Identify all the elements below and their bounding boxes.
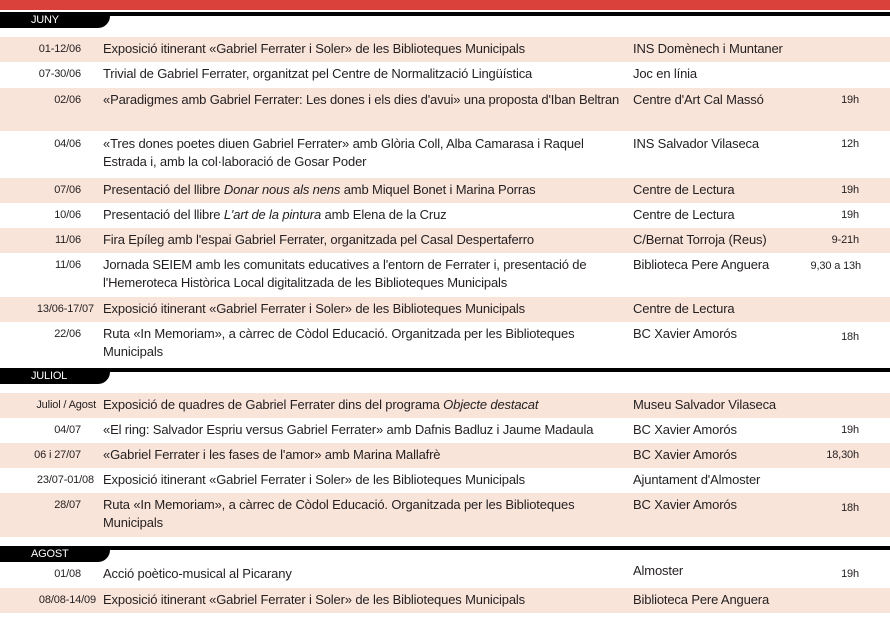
section-tab-juliol: JULIOL [0, 368, 110, 384]
event-place: Centre d'Art Cal Massó [633, 92, 764, 107]
section-tab-juny: JUNY [0, 12, 110, 28]
event-description: Exposició itinerant «Gabriel Ferrater i Soler» de les Biblioteques Municipals [103, 592, 525, 607]
table-row [0, 203, 890, 228]
section-divider [0, 368, 890, 372]
event-time: 18,30h [826, 449, 859, 461]
event-time: 18h [841, 502, 859, 514]
event-description: Ruta «In Memoriam», a càrrec de Còdol Educació. Organitzada per les Biblioteques Municipals [103, 497, 575, 530]
event-description: «Tres dones poetes diuen Gabriel Ferrater» amb Glòria Coll, Alba Camarasa i Raquel Estrada i, amb la col·laboració de Gosar Poder [103, 136, 584, 169]
table-row [0, 588, 890, 613]
table-row [0, 393, 890, 418]
event-date: 08/08-14/09 [38, 594, 96, 606]
event-place: BC Xavier Amorós [633, 447, 737, 462]
book-title: L'art de la pintura [223, 207, 322, 222]
event-date: 07-30/06 [38, 68, 81, 80]
table-row [0, 493, 890, 537]
event-time: 19h [841, 424, 859, 436]
event-description: Ruta «In Memoriam», a càrrec de Còdol Educació. Organitzada per les Biblioteques Municipals [103, 326, 575, 359]
event-place: BC Xavier Amorós [633, 326, 737, 341]
section-tab-agost: AGOST [0, 546, 110, 562]
table-row [0, 132, 890, 177]
event-description: «El ring: Salvador Espriu versus Gabriel Ferrater» amb Dafnis Badluz i Jaume Madaula [103, 422, 594, 437]
desc-text: Presentació del llibre [103, 207, 224, 222]
table-row [0, 468, 890, 493]
event-time: 19h [841, 568, 859, 580]
event-date: 23/07-01/08 [36, 474, 94, 486]
desc-text: Exposició de quadres de Gabriel Ferrater dins del programa [103, 397, 444, 412]
event-description: Exposició itinerant «Gabriel Ferrater i Soler» de les Biblioteques Municipals [103, 41, 525, 56]
section-divider [0, 12, 890, 16]
event-description: Trivial de Gabriel Ferrater, organitzat pel Centre de Normalització Lingüística [103, 66, 533, 81]
event-date: 11/06 [55, 234, 81, 246]
event-description: Exposició itinerant «Gabriel Ferrater i Soler» de les Biblioteques Municipals [103, 472, 525, 487]
event-place: INS Salvador Vilaseca [633, 136, 759, 151]
event-place: Centre de Lectura [633, 182, 735, 197]
desc-text: amb Elena de la Cruz [321, 207, 447, 222]
event-description: Fira Epíleg amb l'espai Gabriel Ferrater, organitzada pel Casal Despertaferro [103, 232, 534, 247]
event-date: 13/06-17/07 [36, 303, 94, 315]
event-description: Jornada SEIEM amb les comunitats educatives a l'entorn de Ferrater i, presentació de l'Hemeroteca Històrica Local digitalitzada de les Biblioteques Municipals [103, 257, 587, 290]
event-place: Almoster [633, 563, 684, 578]
event-place: BC Xavier Amorós [633, 422, 737, 437]
event-date: 22/06 [54, 328, 81, 340]
program-title: Objecte destacat [443, 397, 539, 412]
event-description: Exposició itinerant «Gabriel Ferrater i Soler» de les Biblioteques Municipals [103, 301, 525, 316]
event-date: 07/06 [54, 184, 81, 196]
desc-text: amb Miquel Bonet i Marina Porras [340, 182, 536, 197]
table-row [0, 253, 890, 297]
event-time: 19h [841, 184, 859, 196]
event-place: Ajuntament d'Almoster [633, 472, 761, 487]
event-place: Centre de Lectura [633, 207, 735, 222]
table-row [0, 88, 890, 131]
event-description [103, 181, 621, 199]
table-row [0, 62, 890, 87]
event-description: «Gabriel Ferrater i les fases de l'amor» amb Marina Mallafrè [103, 447, 441, 462]
event-place: BC Xavier Amorós [633, 497, 737, 512]
event-time: 19h [841, 94, 859, 106]
table-row [0, 322, 890, 367]
table-row [0, 443, 890, 468]
event-date: 02/06 [54, 94, 81, 106]
book-title: Donar nous als nens [223, 182, 341, 197]
event-date: 01/08 [54, 568, 81, 580]
event-place: INS Domènech i Muntaner [633, 41, 783, 56]
event-date: 10/06 [54, 209, 81, 221]
event-date: 04/07 [54, 424, 81, 436]
event-time: 9,30 a 13h [810, 260, 861, 272]
event-date: 06 i 27/07 [34, 449, 81, 461]
event-place: Museu Salvador Vilaseca [633, 397, 777, 412]
event-date: Juliol / Agost [36, 399, 96, 411]
event-description: Acció poètico-musical al Picarany [103, 566, 292, 581]
event-place: C/Bernat Torroja (Reus) [633, 232, 767, 247]
event-place: Biblioteca Pere Anguera [633, 257, 770, 272]
table-row [0, 297, 890, 322]
event-time: 18h [841, 331, 859, 343]
table-row [0, 178, 890, 203]
table-row [0, 562, 890, 587]
event-place: Biblioteca Pere Anguera [633, 592, 770, 607]
table-row [0, 37, 890, 62]
event-date: 04/06 [54, 138, 81, 150]
event-place: Joc en línia [633, 66, 697, 81]
event-time: 12h [841, 138, 859, 150]
event-description [103, 206, 621, 224]
event-description: «Paradigmes amb Gabriel Ferrater: Les dones i els dies d'avui» una proposta d'Iban Beltran [103, 92, 620, 107]
top-accent-bar [0, 0, 890, 10]
section-divider [0, 546, 890, 550]
event-place: Centre de Lectura [633, 301, 735, 316]
event-date: 28/07 [54, 499, 81, 511]
table-row [0, 418, 890, 443]
event-time: 9-21h [831, 234, 859, 246]
event-date: 11/06 [55, 259, 81, 271]
event-description [103, 396, 621, 414]
event-time: 19h [841, 209, 859, 221]
desc-text: Presentació del llibre [103, 182, 224, 197]
event-date: 01-12/06 [38, 43, 81, 55]
table-row [0, 228, 890, 253]
